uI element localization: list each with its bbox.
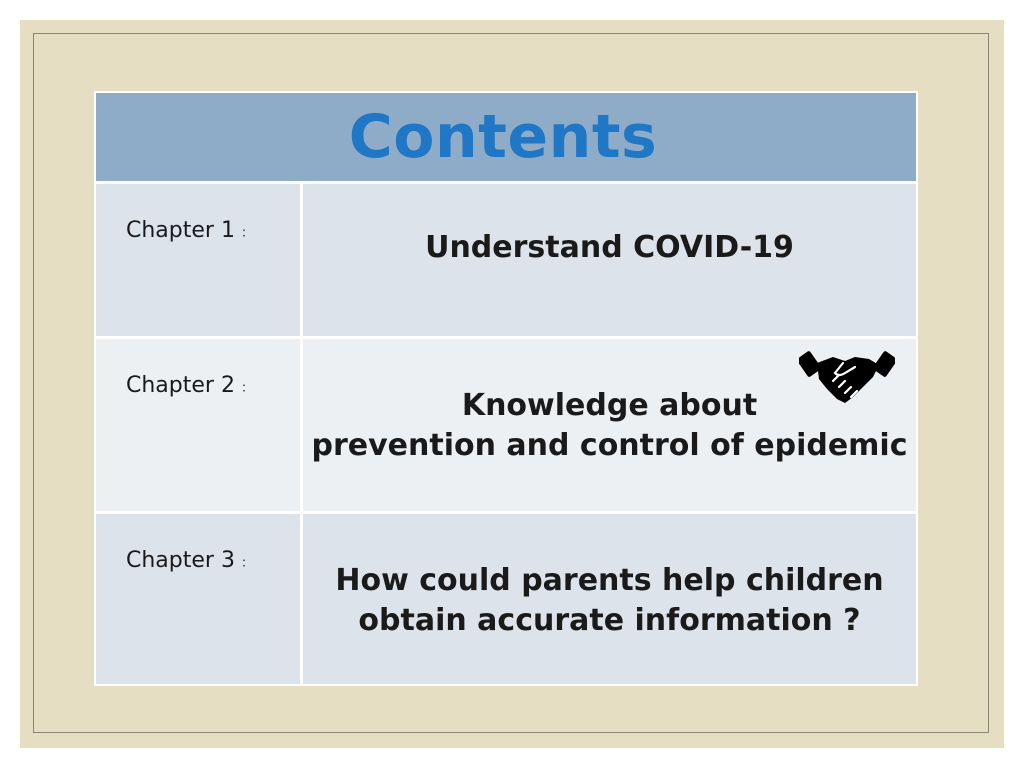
table-row-chapter-2 [96, 339, 916, 511]
chapter-3-label-text: Chapter 3 [126, 548, 235, 573]
chapter-3-title-line-1: How could parents help children [335, 563, 884, 598]
page-title: Contents [348, 102, 658, 172]
chapter-1-label [126, 218, 254, 243]
chapter-2-colon: ： [240, 381, 254, 396]
chapter-3-title-line-2: obtain accurate information ? [358, 603, 861, 638]
chapter-label-cell [96, 514, 300, 684]
contents-table [94, 91, 918, 686]
table-row-chapter-1 [96, 184, 916, 336]
chapter-1-colon: ： [240, 226, 254, 241]
chapter-2-label [126, 373, 254, 398]
table-row-chapter-3 [96, 514, 916, 684]
chapter-2-title-line-1: Knowledge about [461, 388, 758, 423]
table-header [96, 93, 916, 181]
chapter-content-cell [303, 514, 916, 684]
chapter-2-title [303, 386, 916, 466]
chapter-content-cell [303, 184, 916, 336]
chapter-label-cell [96, 184, 300, 336]
chapter-label-cell [96, 339, 300, 511]
chapter-content-cell [303, 339, 916, 511]
chapter-2-title-line-2: prevention and control of epidemic [311, 428, 908, 463]
chapter-3-label [126, 548, 254, 573]
chapter-3-colon: ： [240, 556, 254, 571]
chapter-2-label-text: Chapter 2 [126, 373, 235, 398]
chapter-1-label-text: Chapter 1 [126, 218, 235, 243]
chapter-1-title-line-1: Understand COVID-19 [425, 230, 794, 265]
chapter-3-title [303, 561, 916, 641]
chapter-1-title [303, 228, 916, 268]
